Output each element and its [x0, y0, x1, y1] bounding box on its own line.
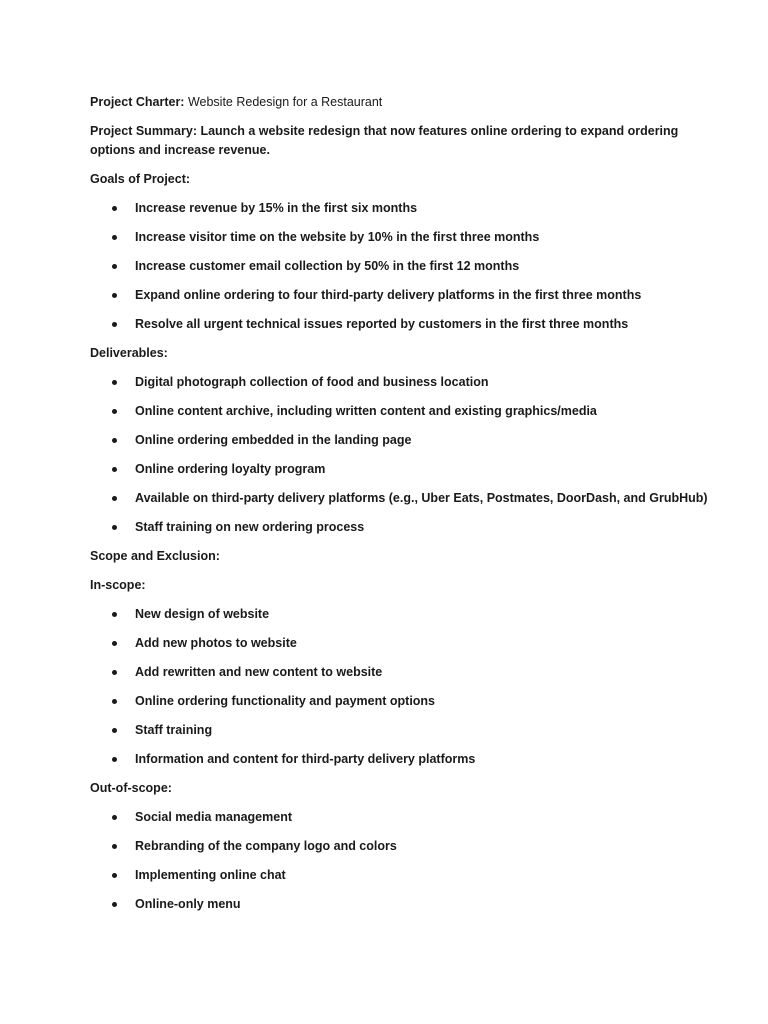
out-of-scope-text: Social media management: [135, 810, 293, 824]
list-item: [90, 402, 710, 421]
list-item: [90, 866, 710, 885]
goal-text: Expand online ordering to four third-party delivery platforms in the first three months: [135, 288, 642, 302]
list-item: [90, 750, 710, 769]
list-item: [90, 199, 710, 218]
goal-text: Increase visitor time on the website by 10% in the first three months: [135, 230, 540, 244]
list-item: [90, 315, 710, 334]
bullet-icon: [112, 844, 117, 849]
project-summary-value: Launch a website redesign that now features online ordering to expand ordering options and increase revenue.: [90, 124, 679, 157]
bullet-icon: [112, 525, 117, 530]
deliverable-text: Available on third-party delivery platforms (e.g., Uber Eats, Postmates, DoorDash, and GrubHub): [135, 491, 708, 505]
bullet-icon: [112, 612, 117, 617]
goal-text: Increase revenue by 15% in the first six months: [135, 201, 418, 215]
project-charter-label: Project Charter:: [90, 95, 185, 109]
in-scope-heading: In-scope:: [90, 578, 146, 592]
list-item: [90, 228, 710, 247]
list-item: [90, 808, 710, 827]
out-of-scope-text: Rebranding of the company logo and colors: [135, 839, 397, 853]
list-item: [90, 460, 710, 479]
list-item: [90, 634, 710, 653]
list-item: [90, 489, 710, 508]
in-scope-text: New design of website: [135, 607, 270, 621]
bullet-icon: [112, 409, 117, 414]
in-scope-list: [90, 605, 710, 769]
list-item: [90, 895, 710, 914]
in-scope-text: Information and content for third-party delivery platforms: [135, 752, 476, 766]
list-item: [90, 257, 710, 276]
bullet-icon: [112, 815, 117, 820]
list-item: [90, 431, 710, 450]
deliverable-text: Digital photograph collection of food and business location: [135, 375, 489, 389]
bullet-icon: [112, 902, 117, 907]
goal-text: Increase customer email collection by 50% in the first 12 months: [135, 259, 520, 273]
deliverables-list: [90, 373, 710, 537]
project-summary-line: [90, 122, 710, 160]
deliverables-heading: Deliverables:: [90, 346, 168, 360]
bullet-icon: [112, 264, 117, 269]
bullet-icon: [112, 235, 117, 240]
bullet-icon: [112, 728, 117, 733]
scope-heading: Scope and Exclusion:: [90, 549, 220, 563]
document-body: [90, 93, 710, 924]
list-item: [90, 286, 710, 305]
in-scope-text: Online ordering functionality and payment options: [135, 694, 436, 708]
deliverable-text: Online ordering embedded in the landing page: [135, 433, 412, 447]
bullet-icon: [112, 757, 117, 762]
bullet-icon: [112, 641, 117, 646]
bullet-icon: [112, 380, 117, 385]
out-of-scope-text: Online-only menu: [135, 897, 241, 911]
bullet-icon: [112, 206, 117, 211]
list-item: [90, 518, 710, 537]
in-scope-text: Add new photos to website: [135, 636, 297, 650]
bullet-icon: [112, 699, 117, 704]
goals-list: [90, 199, 710, 334]
out-of-scope-heading: Out-of-scope:: [90, 781, 172, 795]
in-scope-text: Staff training: [135, 723, 213, 737]
bullet-icon: [112, 873, 117, 878]
project-charter-value: Website Redesign for a Restaurant: [184, 95, 383, 109]
goals-heading: Goals of Project:: [90, 172, 191, 186]
in-scope-text: Add rewritten and new content to website: [135, 665, 383, 679]
bullet-icon: [112, 670, 117, 675]
list-item: [90, 721, 710, 740]
bullet-icon: [112, 293, 117, 298]
out-of-scope-list: [90, 808, 710, 914]
bullet-icon: [112, 496, 117, 501]
project-summary-label: Project Summary:: [90, 124, 197, 138]
project-charter-line: [90, 93, 710, 112]
goal-text: Resolve all urgent technical issues reported by customers in the first three months: [135, 317, 629, 331]
list-item: [90, 837, 710, 856]
list-item: [90, 373, 710, 392]
deliverable-text: Online content archive, including written content and existing graphics/media: [135, 404, 597, 418]
list-item: [90, 692, 710, 711]
bullet-icon: [112, 467, 117, 472]
list-item: [90, 605, 710, 624]
bullet-icon: [112, 322, 117, 327]
bullet-icon: [112, 438, 117, 443]
out-of-scope-text: Implementing online chat: [135, 868, 286, 882]
deliverable-text: Online ordering loyalty program: [135, 462, 326, 476]
list-item: [90, 663, 710, 682]
deliverable-text: Staff training on new ordering process: [135, 520, 365, 534]
